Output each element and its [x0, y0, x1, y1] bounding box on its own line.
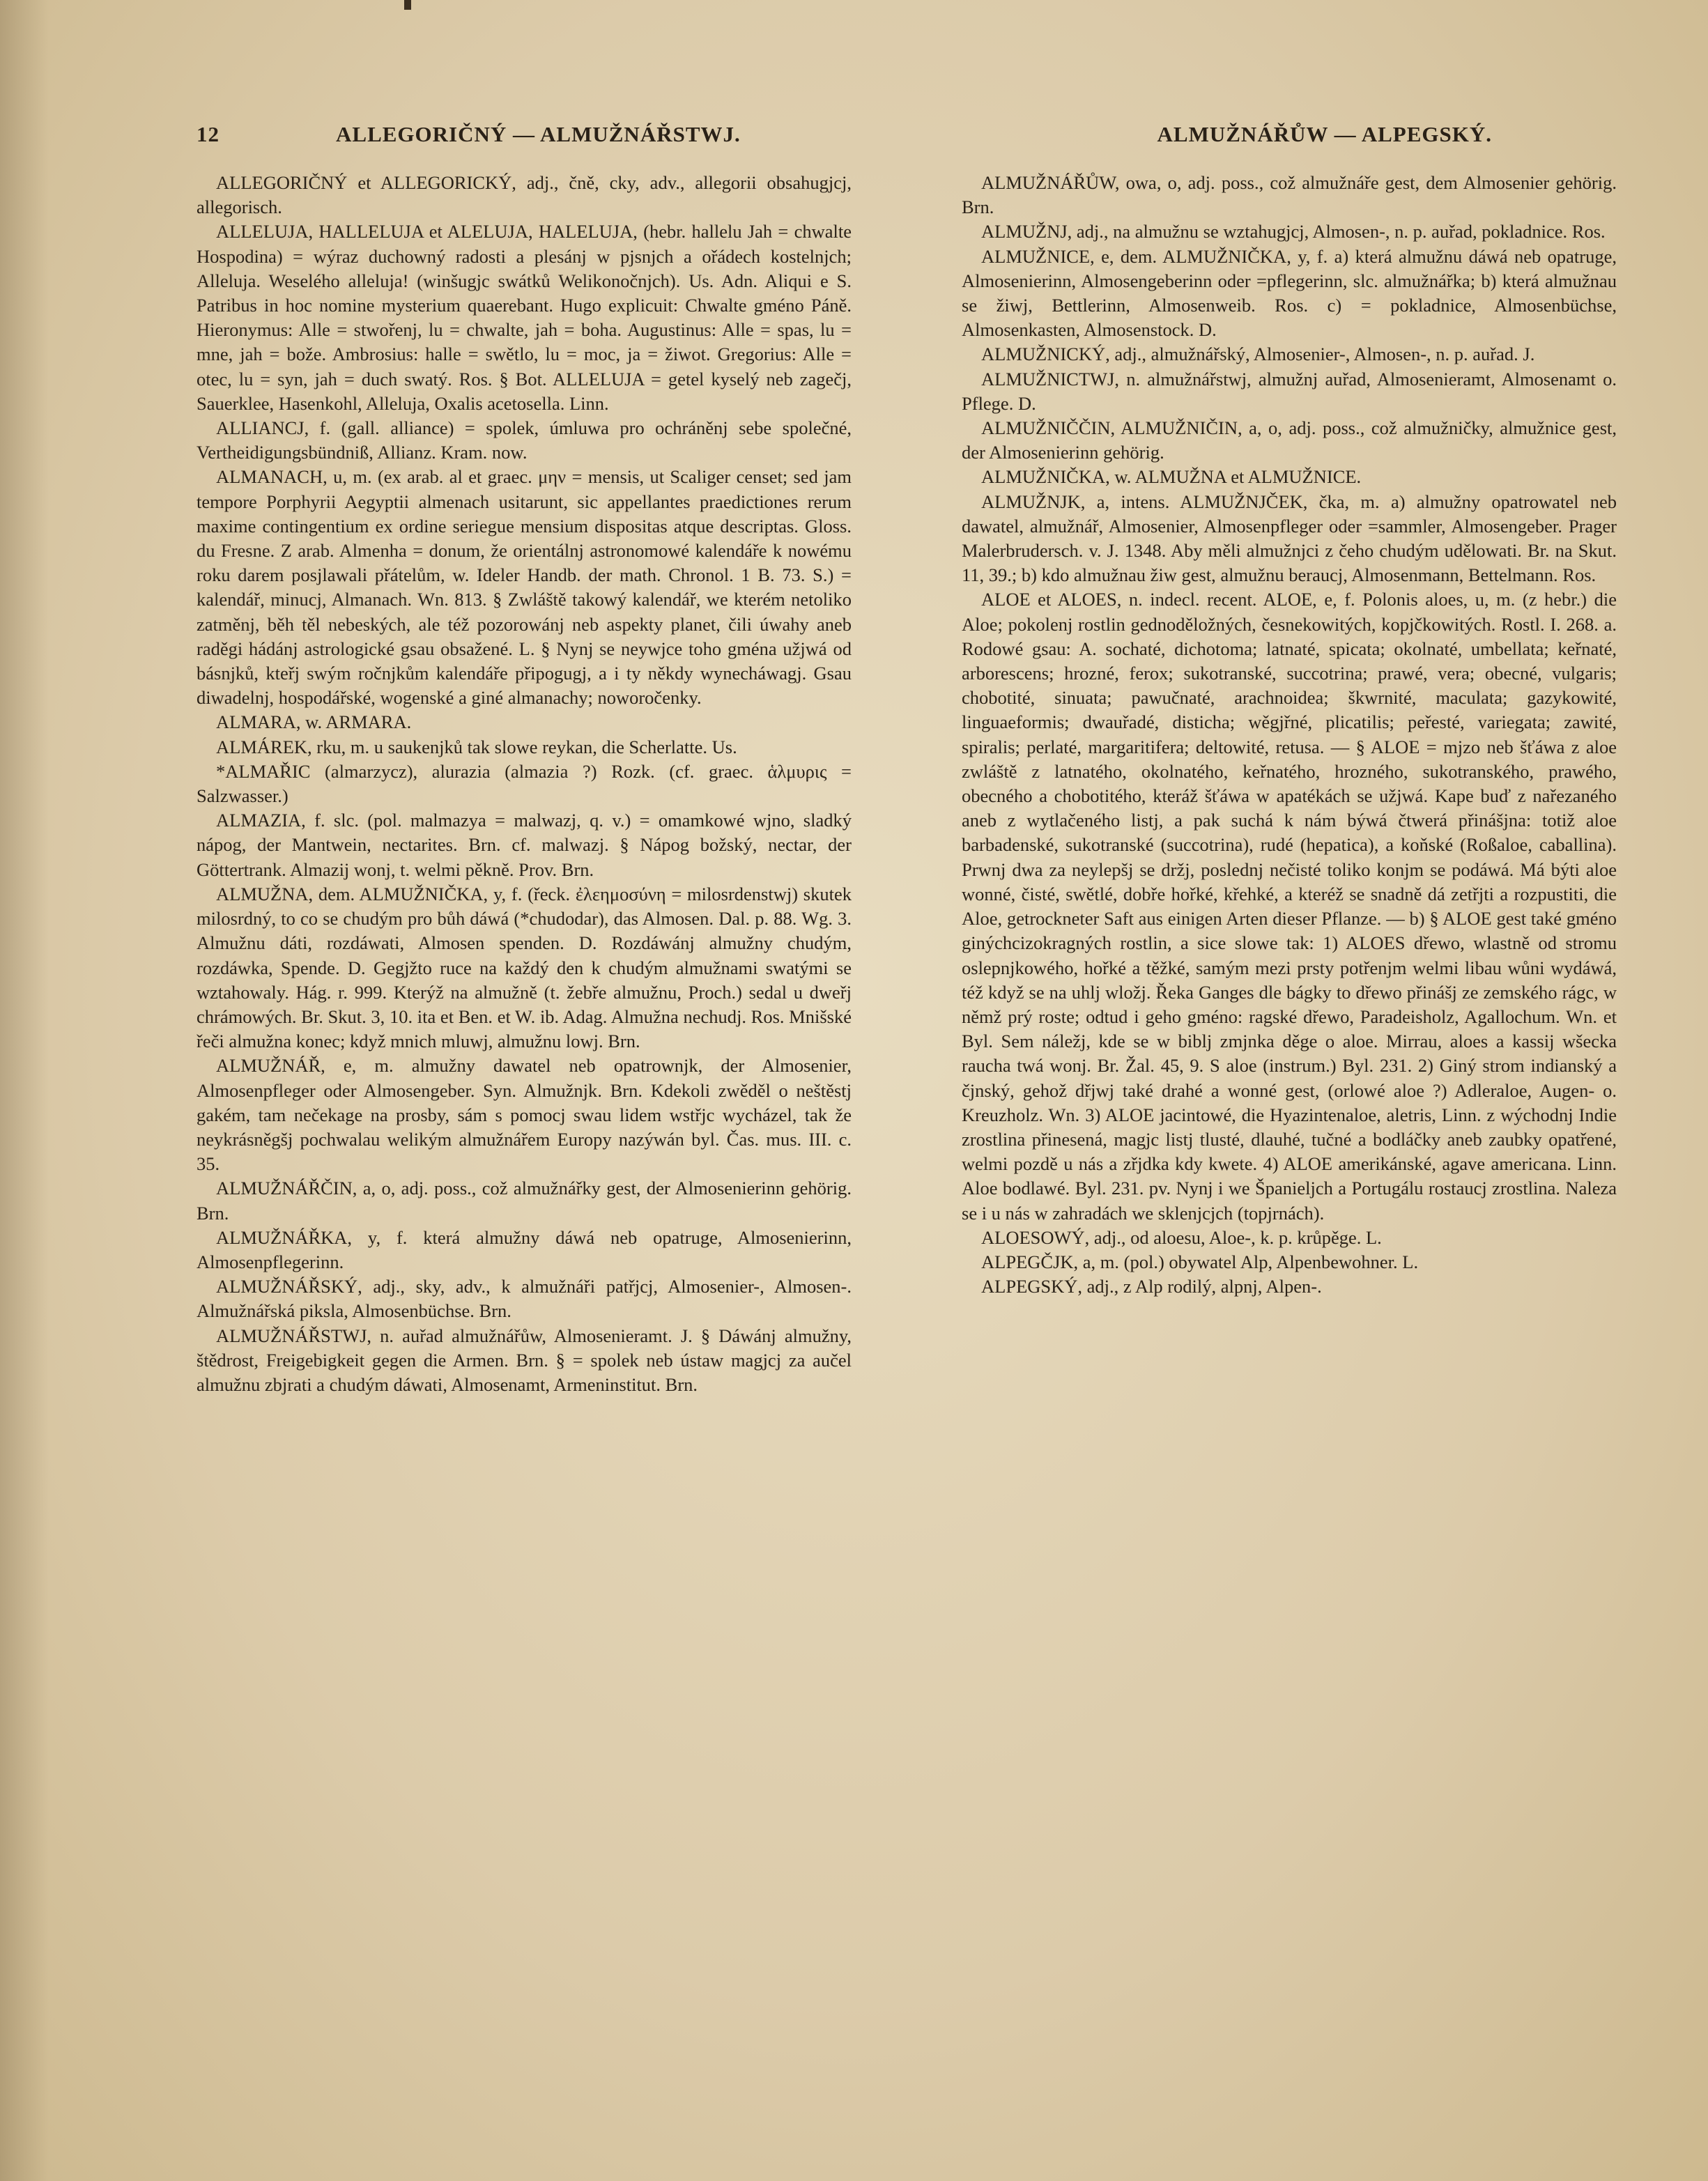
- entry-almuznjk: ALMUŽNJK, a, intens. ALMUŽNJČEK, čka, m. a) almužny opatrowatel neb dawatel, almužnář, Almosenier, Almosenpfleger oder =sammler, Almosengeber. Prager Malerbrudersch. v. J. 1348. Aby měli almužnjci z čeho chudým udělowati. Br. na Skut. 11, 39.; b) kdo almužnau žiw gest, almužnu beraucj, Almosenmann, Bettelmann. Ros.: [962, 491, 1617, 586]
- entry-aloesowy: ALOESOWÝ, adj., od aloesu, Aloe-, k. p. krůpěge. L.: [981, 1226, 1382, 1248]
- entry-alleluja: ALLELUJA, HALLELUJA et ALELUJA, HALELUJA, (hebr. hallelu Jah = chwalte Hospodina) = wýraz duchowný radosti a plesánj w pjsnjch a ořádech kostelnjch; Alleluja. Weselého alleluja! (winšugjc swátků Welikonočnjch). Us. Adn. Aliqui e S. Patribus in hoc nomine mysterium quaerebant. Hugo explicuit: Chwalte gméno Páně. Hieronymus: Alle = stwořenj, lu = chwalte, jah = boha. Augustinus: Alle = spas, lu = mne, jah = bože. Ambrosius: halle = swětlo, lu = moc, ja = žiwot. Gregorius: Alle = otec, lu = syn, jah = duch swatý. Ros. § Bot. ALLELUJA = getel kyselý neb zagečj, Sauerklee, Hasenkohl, Alleluja, Oxalis acetosella. Linn.: [197, 221, 852, 414]
- page-number: 12: [197, 122, 220, 146]
- entry-allegoricny: ALLEGORIČNÝ et ALLEGORICKÝ, adj., čně, cky, adv., allegorii obsahugjcj, allegorisch.: [197, 172, 852, 218]
- right-column: [962, 171, 1617, 1299]
- entry-almuzna: ALMUŽNA, dem. ALMUŽNIČKA, y, f. (řeck. ἐλεημοσύνη = milosrdenstwj) skutek milosrdný, to co se chudým pro bůh dáwá (*chudodar), das Almosen. Dal. p. 88. Wg. 3. Almužnu dáti, rozdáwati, Almosen spenden. D. Rozdáwánj almužny chudým, rozdáwka, Spende. D. Gegjžto ruce na každý den k chudým almužnami swatými se wztahowaly. Hág. r. 999. Kterýž na almužně (t. žebře almužnu, Proch.) sedal u dweřj chrámowých. Br. Skut. 3, 10. ita et Ben. et W. ib. Adag. Almužna nechudj. Ros. Mnišské řeči almužna konec; když mnich mluwj, almužnu lowj. Brn.: [197, 883, 852, 1052]
- entry-almanach: ALMANACH, u, m. (ex arab. al et graec. μην = mensis, ut Scaliger censet; sed jam tempore Porphyrii Aegyptii almenach usitarunt, sic appellantes praedictiones rerum maxime contingentium ex ordine seriegue mensium dispositas atque descriptas. Gloss. du Fresne. Z arab. Almenha = donum, že orientálnj astronomowé kalendáře k nowému roku darem posjlawali přátelům, w. Ideler Handb. der math. Chronol. 1 B. 73. S.) = kalendář, minucj, Almanach. Wn. 813. § Zwláště takowý kalendář, we kterém netoliko zatměnj, běh těl nebeských, ale též pozorowánj neb aspekty planet, čili úwahy aneb raděgi hádánj astrologické gsau obsažené. L. § Nynj se neywjce toho gména užjwá od básnjků, kteřj swým ročnjkům kalendáře připogugj, a i ty někdy wynecháwagj. Gsau diwadelnj, hospodářské, wogenské a giné almanachy; noworočenky.: [197, 466, 852, 709]
- running-header: [197, 122, 1499, 157]
- entry-aloe: ALOE et ALOES, n. indecl. recent. ALOE, e, f. Polonis aloes, u, m. (z hebr.) die Aloe; pokolenj rostlin gednoděložných, česnekowitých, kopjčkowitých. Rostl. I. 268. a. Rodowé gsau: A. sochaté, dichotoma; latnaté, spicata; okolnaté, umbellata; keřnaté, arborescens; hrozné, ferox; sukotranské, succotrina; prawé, vera; obecné, vulgaris; chobotité, sinuata; pawučnaté, arachnoidea; škwrnité, maculata; gazykowité, linguaeformis; dwauřadé, disticha; wěgjřné, plicatilis; peřesté, variegata; zawité, spiralis; perlaté, margaritifera; deltowité, retusa. — § ALOE = mjzo neb šťáwa z aloe zwláště z latnatého, okolnatého, keřnatého, hrozného, sukotranského, prawého, obecného a chobotitého, kteráž šťáwa w apatékách se užjwá. Kape buď z nařezaného aneb z wytlačeného listj, a pak suchá k nám býwá čtwerá přinášjna: totiž aloe barbadenské, sukotranské (succotrina), rudé (hepatica), a koňské (Roßaloe, caballina). Prwnj dwa za neylepšj se držj, poslednj nečisté toliko konjm se podáwá. Má býti aloe wonné, čisté, swětlé, dobře hořké, křehké, a kteréž se snadně dá zetřjti a rozpustiti, die Aloe, getrockneter Saft aus einigen Arten dieser Pflanze. — b) § ALOE gest také gméno ginýchcizokragných rostlin, a sice slowe tak: 1) ALOES dřewo, wlastně od stromu oslepnjkowého, hořké a těžké, samým mezi prsty potřenjm welmi libau wůni wydáwá, též když se na uhlj wložj. Řeka Ganges dle bágky to dřewo přinášj ze zemského rágc, w němž prý roste; odtud i geho gméno: ragské dřewo, Paradeisholz, Agallochum. Wn. et Byl. Sem náležj, kde se w biblj zmjnka děge o aloe. Mirrau, aloes a kassij wšecka raucha twá wonj. Br. Žal. 45, 9. S aloe (instrum.) Byl. 231. 2) Giný strom indianský a čjnský, gehož dřjwj také drahé a wonné gest, (orlowé aloe ?) Adleraloe, Augen- o. Kreuzholz. Wn. 3) ALOE jacintowé, die Hyazintenaloe, aletris, Linn. z wýchodnj Indie zrostlina přinesená, magjc listj tlusté, dlauhé, tučné a bodláčky aneb zaubky opatřené, welmi pozdě u nás a zřjdka kdy kwete. 4) ALOE amerikánské, agave americana. Linn. Aloe bodlawé. Byl. 231. pv. Nynj i we Španieljch a Portugálu rostaucj zrostlina. Naleza se i u nás w zahradách we sklenjcjch (topjrnách).: [962, 589, 1617, 1224]
- entry-almuznarstwj: ALMUŽNÁŘSTWJ, n. auřad almužnářůw, Almosenieramt. J. § Dáwánj almužny, štědrost, Freigebigkeit gegen die Armen. Brn. § = spolek neb ústaw magjcj za aučel almužnu zbjrati a chudým dáwati, Almosenamt, Armeninstitut. Brn.: [197, 1325, 852, 1395]
- entry-almarek: ALMÁREK, rku, m. u saukenjků tak slowe reykan, die Scherlatte. Us.: [216, 736, 737, 757]
- entry-almuznicka: ALMUŽNIČKA, w. ALMUŽNA et ALMUŽNICE.: [981, 466, 1362, 488]
- entry-almuznarcin: ALMUŽNÁŘČIN, a, o, adj. poss., což almužnářky gest, der Almosenierinn gehörig. Brn.: [197, 1178, 852, 1224]
- top-edge-mark: [404, 0, 411, 10]
- left-running-head: ALLEGORIČNÝ — ALMUŽNÁŘSTWJ.: [336, 122, 741, 146]
- entry-almaric: *ALMAŘIC (almarzycz), alurazia (almazia ?) Rozk. (cf. graec. ἁλμυρις = Salzwasser.): [197, 760, 852, 807]
- entry-almuznj: ALMUŽNJ, adj., na almužnu se wztahugjcj, Almosen-, n. p. auřad, pokladnice. Ros.: [981, 221, 1606, 242]
- entry-alliancj: ALLIANCJ, f. (gall. alliance) = spolek, úmluwa pro ochráněnj sebe společné, Vertheidigungsbündniß, Allianz. Kram. now.: [197, 417, 852, 463]
- left-column: [197, 171, 852, 1397]
- entry-almazia: ALMAZIA, f. slc. (pol. malmazya = malwazj, q. v.) = omamkowé wjno, sladký nápog, der Mantwein, nectarites. Brn. cf. malwazj. § Nápog božský, nectar, der Göttertrank. Almazij wonj, t. welmi pěkně. Prov. Brn.: [197, 810, 852, 880]
- entry-almuznicky: ALMUŽNICKÝ, adj., almužnářský, Almosenier-, Almosen-, n. p. auřad. J.: [981, 344, 1535, 365]
- page-edge-shadow: [0, 0, 49, 2181]
- entry-almuznarka: ALMUŽNÁŘKA, y, f. která almužny dáwá neb opatruge, Almosenierinn, Almosenpflegerinn.: [197, 1226, 852, 1272]
- entry-almuznice: ALMUŽNICE, e, dem. ALMUŽNIČKA, y, f. a) která almužnu dáwá neb opatruge, Almosenierinn, Almosengeberinn oder =pflegerinn, slc. almužnářka; b) která almužnau se žiwj, Bettlerinn, Almosenweib. Ros. c) = pokladnice, Almosenbüchse, Almosenkasten, Almosenstock. D.: [962, 245, 1617, 341]
- entry-almuznaruw: ALMUŽNÁŘŮW, owa, o, adj. poss., což almužnáře gest, dem Almosenier gehörig. Brn.: [962, 172, 1617, 218]
- entry-almuznarsky: ALMUŽNÁŘSKÝ, adj., sky, adv., k almužnáři patřjcj, Almosenier-, Almosen-. Almužnářská piksla, Almosenbüchse. Brn.: [197, 1276, 852, 1322]
- entry-alpegcjk: ALPEGČJK, a, m. (pol.) obywatel Alp, Alpenbewohner. L.: [981, 1251, 1419, 1272]
- entry-almuznicin: ALMUŽNIČČIN, ALMUŽNIČIN, a, o, adj. poss., což almužničky, almužnice gest, der Almosenierinn gehörig.: [962, 417, 1617, 463]
- entry-almuznictwj: ALMUŽNICTWJ, n. almužnářstwj, almužnj auřad, Almosenieramt, Almosenamt o. Pflege. D.: [962, 368, 1617, 414]
- right-running-head: ALMUŽNÁŘŮW — ALPEGSKÝ.: [1157, 122, 1492, 146]
- entry-alpegsky: ALPEGSKÝ, adj., z Alp rodilý, alpnj, Alpen-.: [981, 1276, 1322, 1297]
- entry-almara: ALMARA, w. ARMARA.: [216, 711, 412, 733]
- entry-almuznar: ALMUŽNÁŘ, e, m. almužny dawatel neb opatrownjk, der Almosenier, Almosenpfleger oder Almosengeber. Syn. Almužnjk. Brn. Kdekoli zwěděl o neštěstj gakém, tam nečekage na prosby, sám s pomocj swau lidem wstřjc wycházel, tak že neykrásněgšj pochwalau welikým almužnářem Europy nazýwán byl. Čas. mus. III. c. 35.: [197, 1055, 852, 1175]
